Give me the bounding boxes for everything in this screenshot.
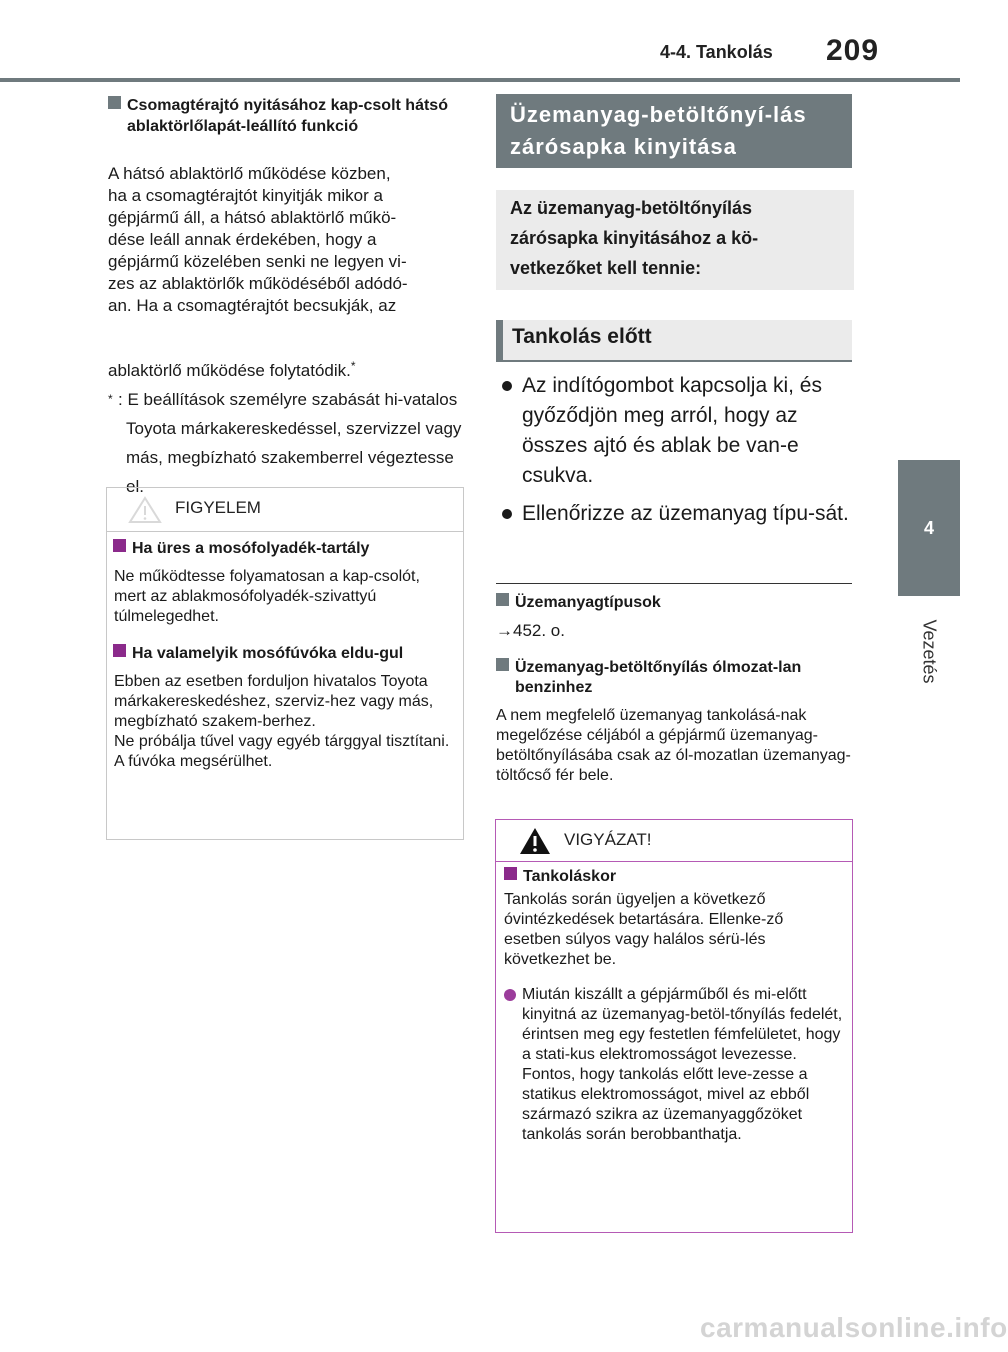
warning-text: Ne próbálja tűvel vagy egyéb tárggyal tisztítani. A fúvóka megsérülhet.: [114, 733, 450, 770]
warning-text: Ebben az esetben forduljon hivatalos Toyota márkakereskedéshez, szerviz-hez vagy más, megbízható szakem-berhez.: [114, 673, 434, 730]
warning-heading: Ha üres a mosófolyadék-tartály: [132, 540, 370, 557]
body-line: ablaktörlő működése folytatódik.: [108, 361, 351, 380]
header-divider: [0, 78, 960, 82]
fuel-cap-intro: Az üzemanyag-betöltőnyílás zárósapka kinyitásához a kö-vetkezőket kell tennie:: [496, 190, 854, 290]
list-item: Az indítógombot kapcsolja ki, és győződjön meg arról, hogy az összes ajtó és ablak be van-e csukva.: [500, 371, 850, 491]
square-bullet-icon: [113, 644, 126, 657]
page-number: 209: [826, 34, 880, 67]
warning-title: FIGYELEM: [175, 498, 261, 517]
unleaded-text: A nem megfelelő üzemanyag tankolásá-nak megelőzése céljából a gépjármű üzemanyag-betöltőnyílásába csak az ól-mozatlan üzemanyag-töltőcső fér bele.: [496, 707, 851, 784]
body-line: an. Ha a csomagtérajtót becsukják, az: [108, 296, 397, 315]
caution-heading: Tankoláskor: [523, 868, 617, 885]
chapter-tab: [898, 460, 960, 596]
body-line: gépjármű áll, a hátsó ablaktörlő műkö-: [108, 208, 397, 227]
warning-header: [107, 488, 463, 532]
caution-triangle-icon: [519, 827, 551, 855]
section-title: 4-4. Tankolás: [660, 42, 773, 62]
caution-bullet: Miután kiszállt a gépjárműből és mi-előtt kinyitná az üzemanyag-betöl-tőnyílás fedelét, érintsen meg egy festetlen fémfelületet, hogy a stati-kus elektromosságot levezesse. Fontos, hogy tankolás előtt leve-zesse a statikus elektromosságot, mivel az ebből származó szikra az üzemanyaggőzöket tankolás során berobbanthatja.: [522, 986, 843, 1143]
footnote-mark: *: [350, 359, 356, 373]
square-bullet-icon: [496, 658, 509, 671]
warning-heading: Ha valamelyik mosófúvóka eldu-gul: [132, 645, 404, 662]
square-bullet-icon: [108, 96, 121, 109]
wiper-stop-heading: Csomagtérajtó nyitásához kap-csolt hátsó ablaktörlőlapát-leállító funkció: [127, 97, 448, 135]
square-bullet-icon: [113, 539, 126, 552]
square-bullet-icon: [504, 867, 517, 880]
body-line: zes az ablaktörlők működéséből adódó-: [108, 274, 408, 293]
list-item: Ellenőrizze az üzemanyag típu-sát.: [500, 499, 850, 529]
footnote-text: : E beállítások személyre szabását hi-vatalos Toyota márkakereskedéssel, szervizzel vagy más, megbízható szakemberrel végeztesse el.: [118, 390, 462, 496]
watermark: carmanualsonline.info: [700, 1312, 1008, 1343]
body-line: gépjármű közelében senki ne legyen vi-: [108, 252, 407, 271]
caution-text: Tankolás során ügyeljen a következő óvintézkedések betartására. Ellenke-ző esetben súlyos vagy halálos sérü-lés következhet be.: [504, 891, 784, 968]
section-divider: [496, 583, 852, 584]
warning-triangle-icon: [128, 496, 162, 524]
footnote-mark-start: *: [108, 392, 113, 406]
chapter-label-box: [898, 596, 960, 706]
body-line: A hátsó ablaktörlő működése közben,: [108, 164, 391, 183]
before-refuel-list: [500, 371, 850, 537]
wiper-stop-body: [108, 163, 468, 317]
chapter-label: Vezetés: [919, 618, 940, 684]
unleaded-heading: Üzemanyag-betöltőnyílás ólmozat-lan benzinhez: [515, 659, 802, 696]
warning-text: Ne működtesse folyamatosan a kap-csolót, mert az ablakmosófolyadék-szivattyú túlmelegedhet.: [114, 568, 420, 625]
chapter-number: 4: [923, 517, 934, 538]
body-line: ha a csomagtérajtót kinyitják mikor a: [108, 186, 383, 205]
footnote-block: [108, 352, 468, 501]
wiper-stop-heading-block: [108, 95, 460, 137]
caution-header: [496, 820, 852, 862]
warning-box: [106, 487, 464, 840]
fuel-cap-title: Üzemanyag-betöltőnyí-lás zárósapka kinyitása: [496, 94, 852, 168]
square-bullet-icon: [496, 593, 509, 606]
fuel-types-page-ref[interactable]: →452. o.: [496, 621, 565, 640]
body-line: dése leáll annak érdekében, hogy a: [108, 230, 377, 249]
caution-title: VIGYÁZAT!: [564, 830, 652, 849]
fuel-types-heading: Üzemanyagtípusok: [515, 594, 661, 611]
before-refuel-heading: Tankolás előtt: [496, 320, 852, 362]
circle-bullet-icon: [504, 989, 516, 1001]
caution-box: [495, 819, 853, 1233]
